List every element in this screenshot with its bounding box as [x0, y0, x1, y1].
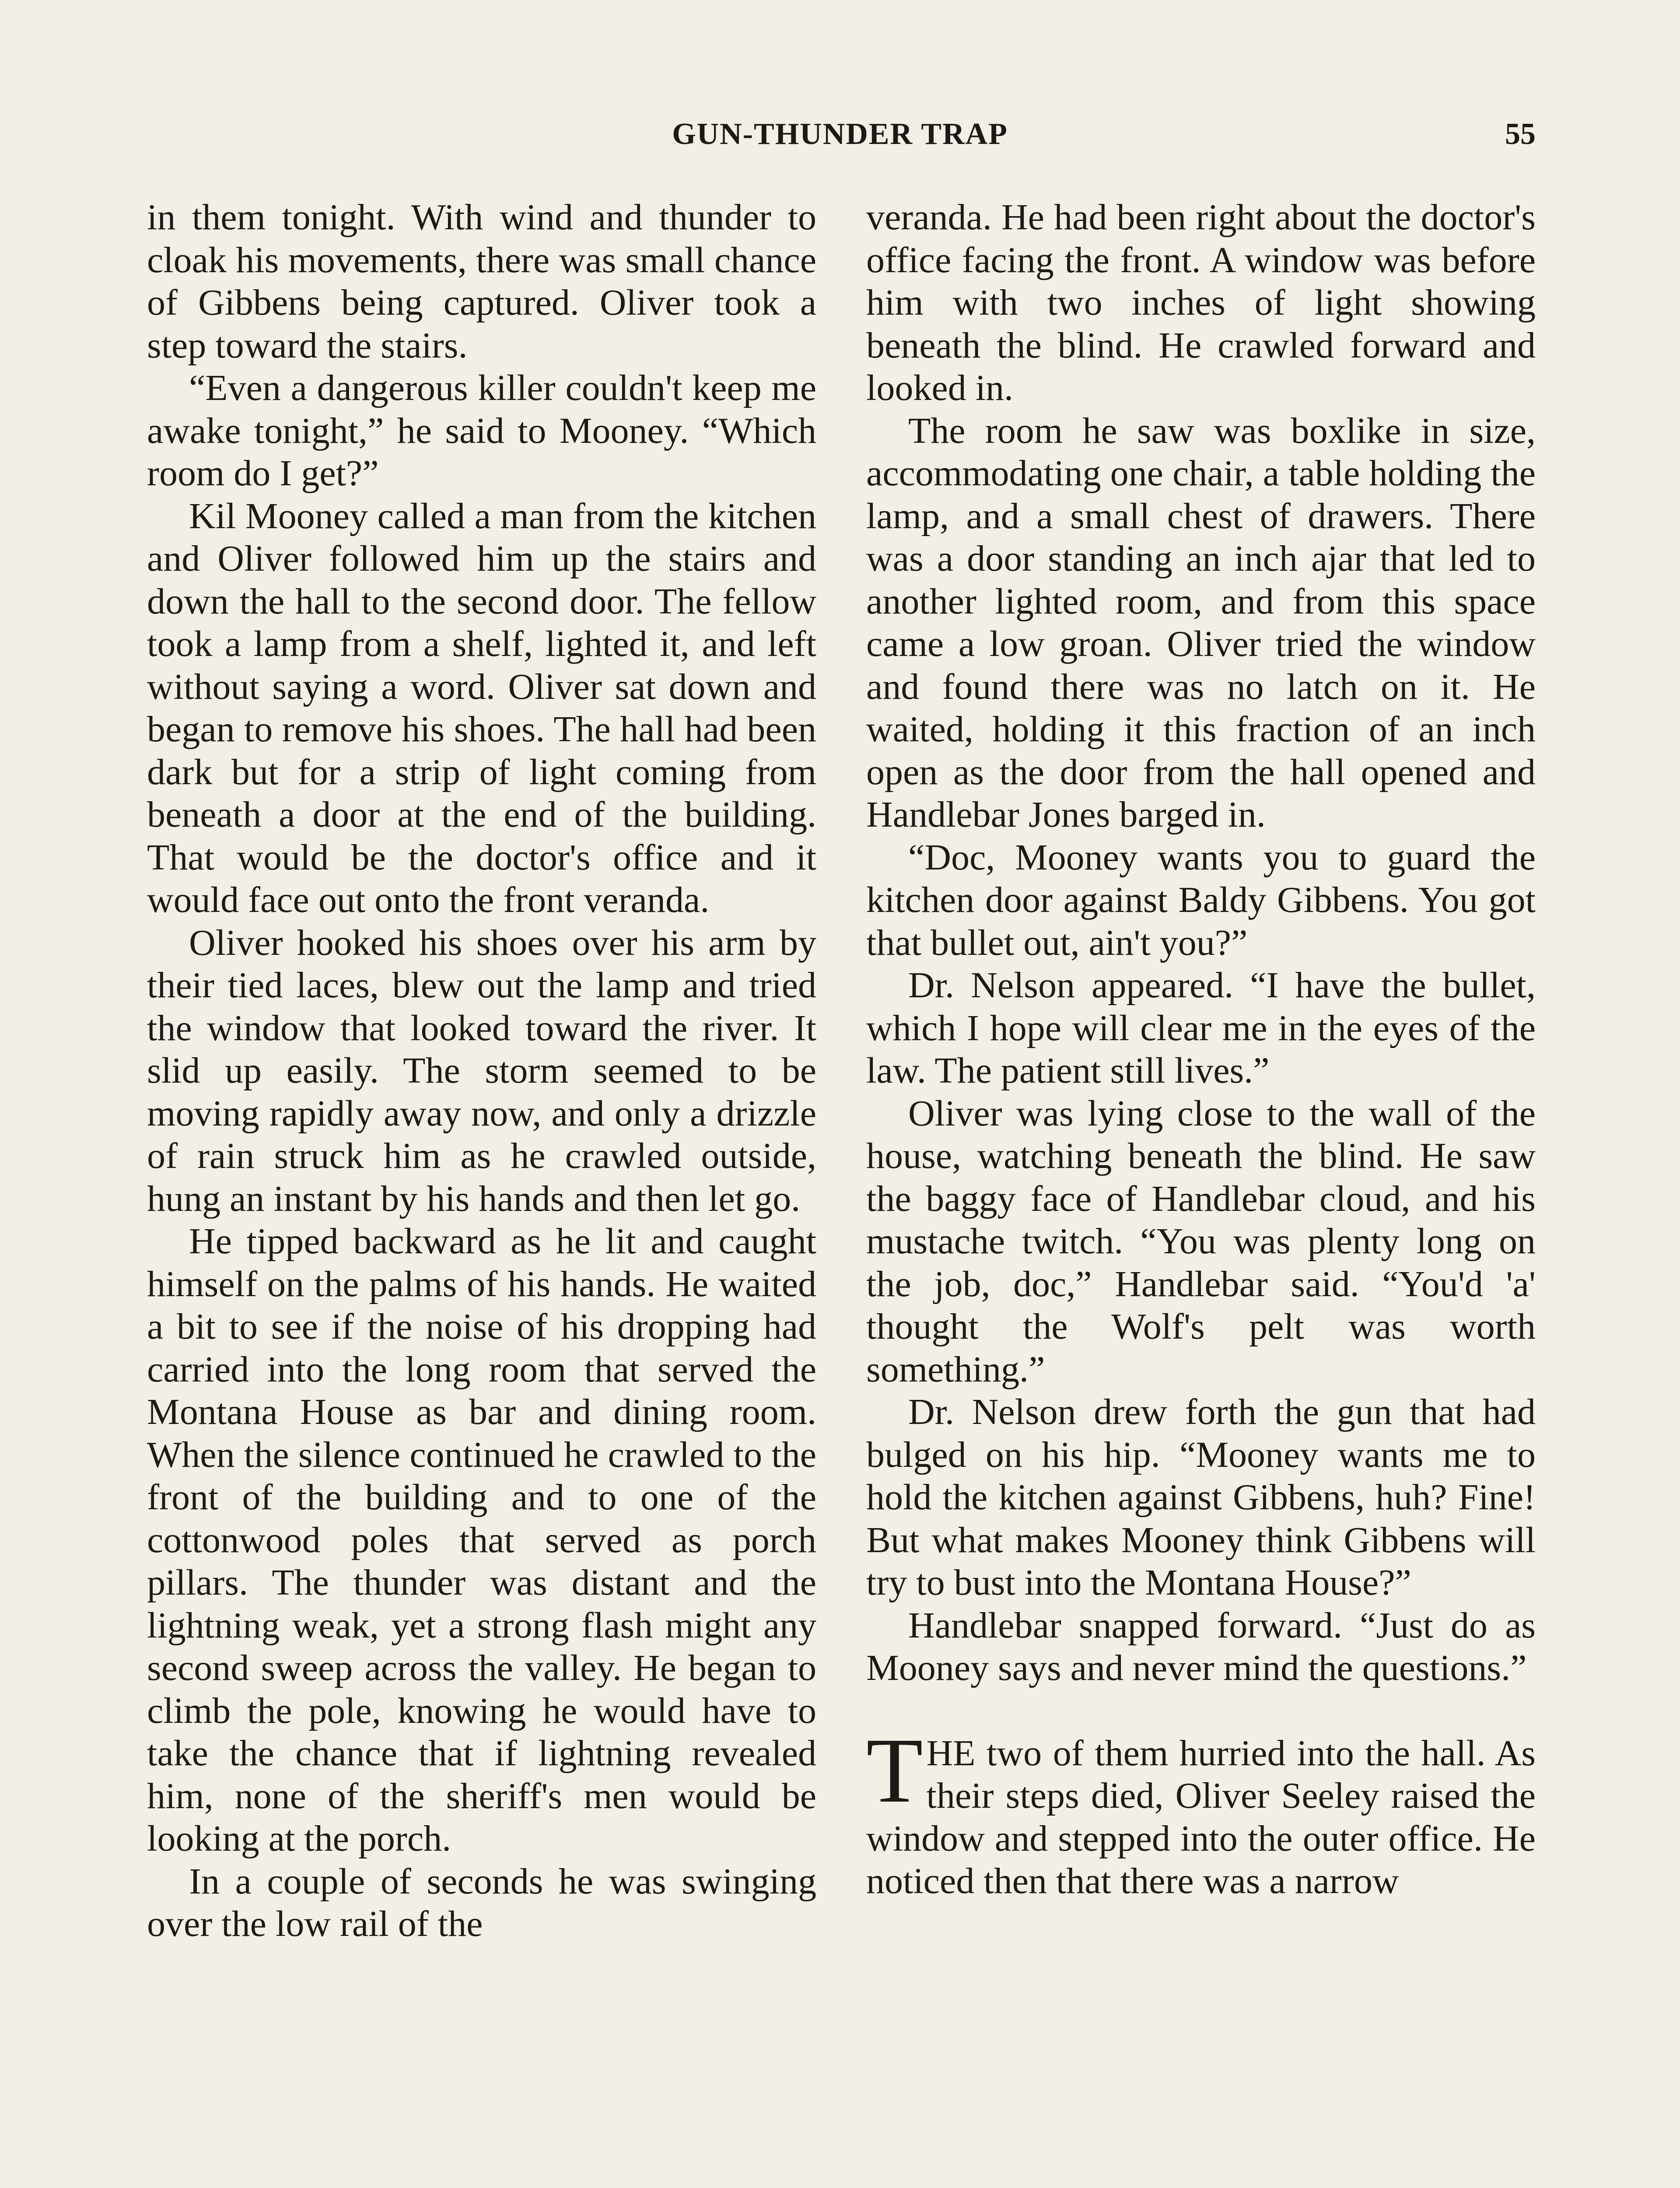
right-column — [866, 196, 1536, 1903]
page-title: GUN-THUNDER TRAP — [672, 117, 1008, 151]
page-number: 55 — [1505, 117, 1536, 151]
paragraph: He tipped backward as he lit and caught himself on the palms of his hands. He waited a bit to see if the noise of his dropping had carried into the long room that served the Montana House as bar and dining room. When the silence continued he crawled to the front of the building and to one of the cottonwood poles that served as porch pillars. The thunder was distant and the lightning weak, yet a strong flash might any second sweep across the valley. He began to climb the pole, knowing he would have to take the chance that if lightning revealed him, none of the sheriff's men would be looking at the porch. — [147, 1221, 816, 1859]
section-start-paragraph — [866, 1718, 1536, 1903]
left-column — [147, 196, 816, 1946]
paragraph: In a couple of seconds he was swinging over the low rail of the — [147, 1861, 816, 1944]
paragraph: The room he saw was boxlike in size, accommodating one chair, a table holding the lamp, and a small chest of drawers. There was a door standing an inch ajar that led to another lighted room, and from this space came a low groan. Oliver tried the window and found there was no latch on it. He waited, holding it this fraction of an inch open as the door from the hall opened and Handlebar Jones barged in. — [866, 410, 1536, 835]
paragraph: Oliver was lying close to the wall of the house, watching beneath the blind. He saw the baggy face of Handlebar cloud, and his mustache twitch. “You was plenty long on the job, doc,” Handlebar said. “You'd 'a' thought the Wolf's pelt was worth something.” — [866, 1093, 1536, 1390]
paragraph: in them tonight. With wind and thunder to cloak his movements, there was small chance of Gibbens being captured. Oliver took a step toward the stairs. — [147, 197, 816, 366]
running-head — [144, 115, 1536, 154]
paragraph: Dr. Nelson drew forth the gun that had bulged on his hip. “Mooney wants me to hold the kitchen against Gibbens, huh? Fine! But what makes Mooney think Gibbens will try to bust into the Montana House?” — [866, 1392, 1536, 1603]
paragraph: Oliver hooked his shoes over his arm by their tied laces, blew out the lamp and tried the window that looked toward the river. It slid up easily. The storm seemed to be moving rapidly away now, and only a drizzle of rain struck him as he crawled outside, hung an instant by his hands and then let go. — [147, 922, 816, 1219]
paragraph: “Doc, Mooney wants you to guard the kitchen door against Baldy Gibbens. You got that bullet out, ain't you?” — [866, 837, 1536, 963]
drop-cap: T — [866, 1718, 923, 1822]
paragraph: Kil Mooney called a man from the kitchen and Oliver followed him up the stairs and down the hall to the second door. The fellow took a lamp from a shelf, lighted it, and left without saying a word. Oliver sat down and began to remove his shoes. The hall had been dark but for a strip of light coming from beneath a door at the end of the building. That would be the doctor's office and it would face out onto the front veranda. — [147, 495, 816, 920]
paragraph: “Even a dangerous killer couldn't keep me awake tonight,” he said to Mooney. “Which room do I get?” — [147, 368, 816, 494]
paragraph: Handlebar snapped forward. “Just do as Mooney says and never mind the questions.” — [866, 1605, 1536, 1688]
paragraph: veranda. He had been right about the doctor's office facing the front. A window was before him with two inches of light showing beneath the blind. He crawled forward and looked in. — [866, 197, 1536, 408]
paragraph: Dr. Nelson appeared. “I have the bullet, which I hope will clear me in the eyes of the law. The patient still lives.” — [866, 965, 1536, 1091]
section-start-text: HE two of them hurried into the hall. As their steps died, Oliver Seeley raised the window and stepped into the outer office. He noticed then that there was a narrow — [866, 1732, 1536, 1901]
